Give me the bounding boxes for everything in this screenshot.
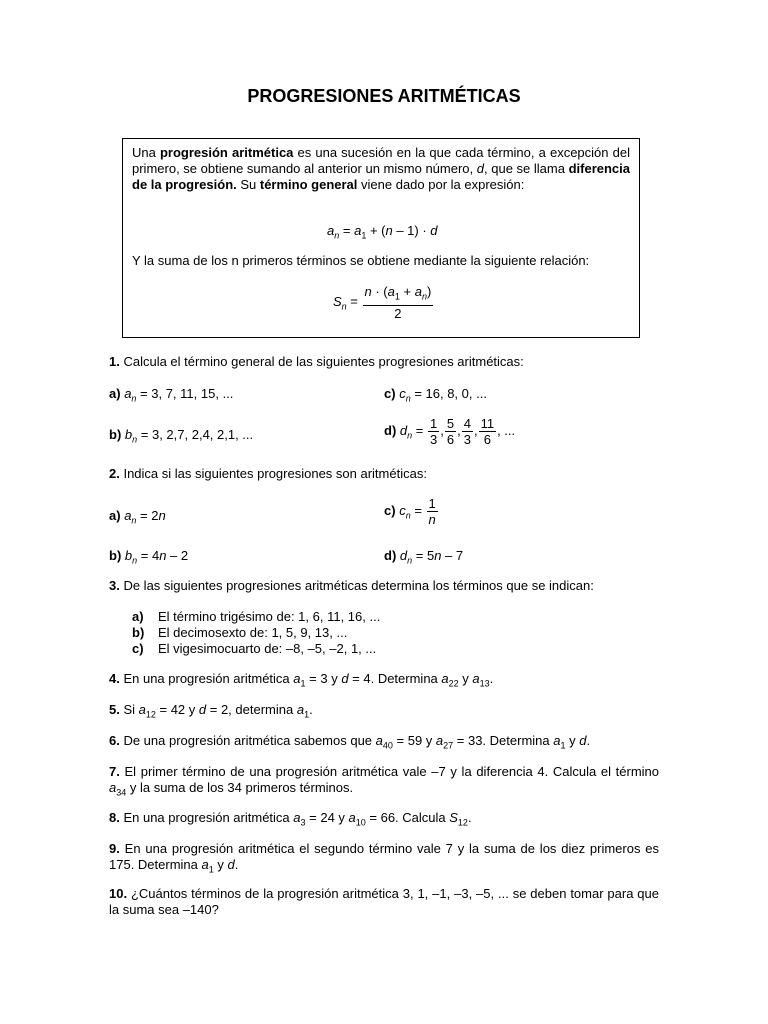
exercise-1d: d) $d_n$ = $\frac{1}{3}$ , $\frac{5}{6}$ , $\frac{4}{3}$ , $\frac{11}{6}$ , ... [384,416,516,447]
sum-formula: $S_n$ = $\frac{n \cdot (a_1 + a_n)}{2}$ [333,284,432,321]
exercise-7: 7. El primer término de una progresión aritmética vale –7 y la diferencia 4. Calcula el término $a_{34}$ y la suma de los 34 primeros términos. [109,764,659,798]
exercise-3c: c) El vigesimocuarto de: –8, –5, –2, 1, ... [132,641,377,656]
exercise-1c: c) $c_n = 16$, 8, 0, ... [384,386,487,404]
exercise-8: 8. En una progresión aritmética $a_3 = 24$ y $a_{10} = 66$. Calcula $S_{12}$. [109,810,472,828]
exercise-2b: b) $b_n = 4n - 2$ [109,548,189,566]
exercise-1b: b) $b_n = 3$, 2,7, 2,4, 2,1, ... [109,427,254,445]
exercise-6: 6. De una progresión aritmética sabemos que $a_{40} = 59$ y $a_{27} = 33$. Determina $a_1$ y d. [109,733,591,751]
exercise-3-statement: 3. De las siguientes progresiones aritméticas determina los términos que se indican: [109,578,594,593]
exercise-3b: b) El decimosexto de: 1, 5, 9, 13, ... [132,625,348,640]
sum-description: Y la suma de los n primeros términos se obtiene mediante la siguiente relación: [132,253,590,268]
exercise-2d: d) $d_n = 5n - 7$ [384,548,464,566]
exercise-2c: c) $c_n$ = $\frac{1}{n}$ [384,496,436,527]
exercise-1a: a) $a_n = 3$, 7, 11, 15, ... [109,386,234,404]
exercise-4: 4. En una progresión aritmética $a_1 = 3$ y d = 4. Determina $a_{22}$ y $a_{13}$. [109,671,494,689]
general-term-formula: $a_n = a_1 + (n - 1) \cdot d$ [327,223,438,241]
exercise-3a: a) El término trigésimo de: 1, 6, 11, 16, ... [132,609,381,624]
exercise-10: 10. ¿Cuántos términos de la progresión aritmética 3, 1, –1, –3, –5, ... se deben tomar para que la suma sea –140? [109,886,659,917]
exercise-5: 5. Si $a_{12} = 42$ y d = 2, determina $a_1$. [109,702,313,720]
exercise-1-statement: 1. Calcula el término general de las siguientes progresiones aritméticas: [109,354,524,369]
definition-box [122,138,640,338]
page-title: PROGRESIONES ARITMÉTICAS [247,86,521,106]
exercise-9: 9. En una progresión aritmética el segundo término vale 7 y la suma de los diez primeros es 175. Determina $a_1$ y d. [109,841,659,875]
exercise-2-statement: 2. Indica si las siguientes progresiones son aritméticas: [109,466,427,481]
exercise-2a: a) $a_n = 2n$ [109,508,166,526]
definition-paragraph: Una progresión aritmética es una sucesión en la que cada término, a excepción del primero, se obtiene sumando al anterior un mismo número, d, que se llama diferencia de la progresión. Su término general viene dado por la expresión: [132,145,631,192]
